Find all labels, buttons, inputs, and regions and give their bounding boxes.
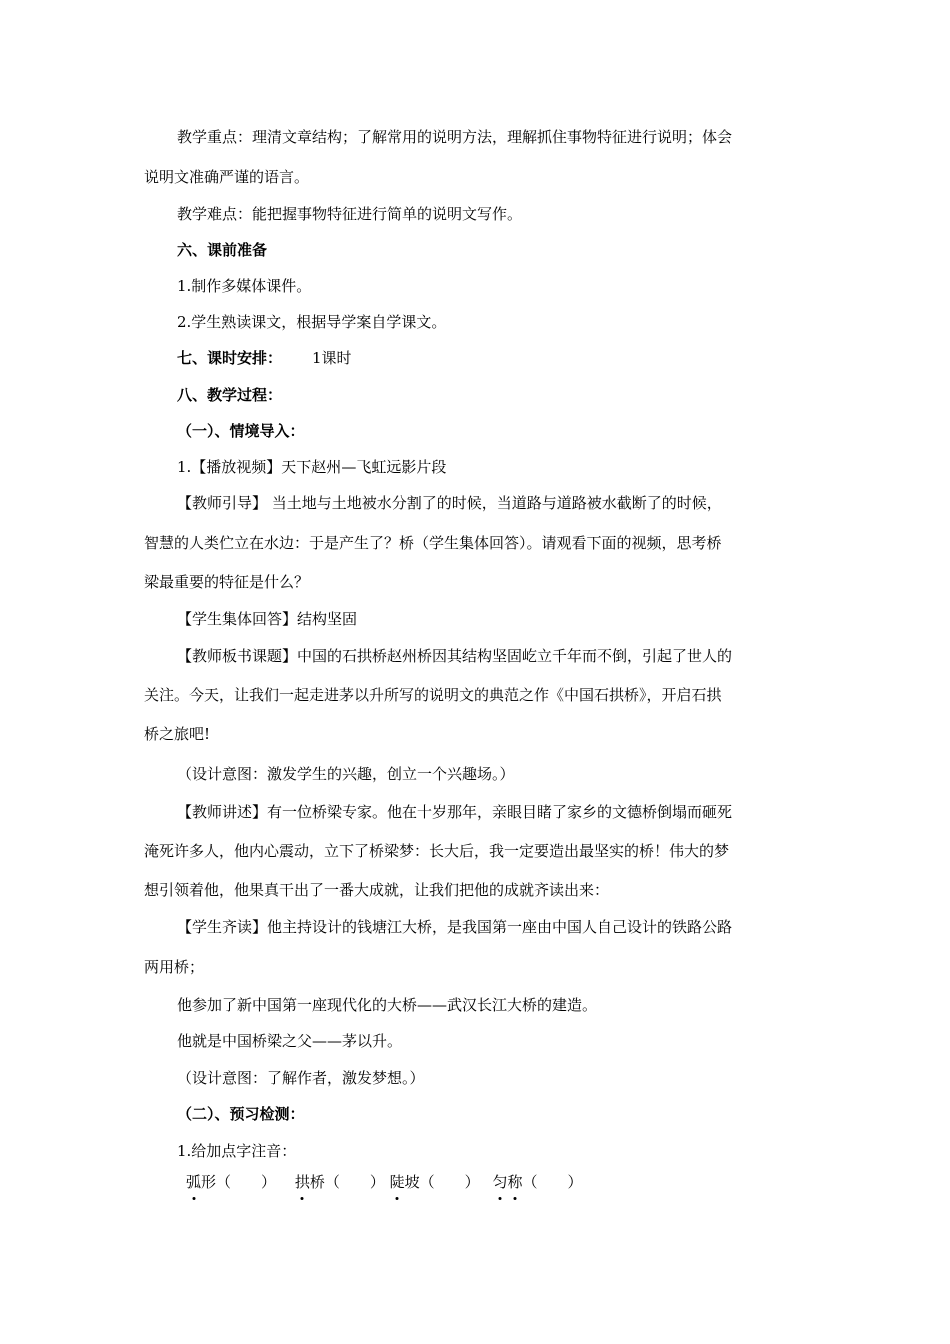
- text-line: 淹死许多人，他内心震动，立下了桥梁梦：长大后，我一定要造出最坚实的桥！伟大的梦: [144, 842, 730, 860]
- exercise-item: [186, 1172, 276, 1192]
- pinyin-exercise: [186, 1172, 582, 1192]
- design-note: （设计意图：激发学生的兴趣，创立一个兴趣场。）: [177, 765, 515, 783]
- text-line: 他参加了新中国第一座现代化的大桥——武汉长江大桥的建造。: [177, 996, 598, 1014]
- exercise-blank: 坡（ ）: [404, 1173, 480, 1191]
- section-heading: 六、课前准备: [177, 241, 268, 259]
- text-line: 他就是中国桥梁之父——茅以升。: [177, 1032, 403, 1050]
- list-item: 1.制作多媒体课件。: [177, 277, 312, 295]
- text-line: 【学生齐读】他主持设计的钱塘江大桥，是我国第一座由中国人自己设计的铁路公路: [177, 918, 733, 936]
- exercise-blank: （ ）: [522, 1173, 583, 1191]
- dotted-char: 拱: [294, 1173, 310, 1191]
- text-line: 教学重点：理清文章结构；了解常用的说明方法，理解抓住事物特征进行说明；体会: [177, 128, 733, 146]
- design-note: （设计意图：了解作者，激发梦想。）: [177, 1069, 425, 1087]
- subsection-heading: （一）、情境导入：: [177, 422, 305, 440]
- text-line: 【教师讲述】有一位桥梁专家。他在十岁那年，亲眼目睹了家乡的文德桥倒塌而砸死: [177, 803, 733, 821]
- dotted-char: 弧: [186, 1173, 202, 1191]
- text-line: 关注。今天，让我们一起走进茅以升所写的说明文的典范之作《中国石拱桥》，开启石拱: [144, 686, 722, 704]
- text-line: 【教师引导】 当土地与土地被水分割了的时候，当道路与道路被水截断了的时候，: [177, 494, 722, 512]
- text-line: 教学难点：能把握事物特征进行简单的说明文写作。: [177, 205, 523, 223]
- text-line: 桥之旅吧!: [144, 725, 211, 743]
- text-line: 梁最重要的特征是什么？: [144, 573, 310, 591]
- text-line: 两用桥；: [144, 958, 205, 976]
- dotted-char: 陡: [389, 1173, 405, 1191]
- section-heading: 七、课时安排：: [177, 349, 283, 367]
- list-item: 2.学生熟读课文，根据导学案自学课文。: [177, 313, 447, 331]
- list-item: 1.【播放视频】天下赵州—飞虹远影片段: [177, 458, 447, 476]
- text-line: 说明文准确严谨的语言。: [144, 168, 310, 186]
- text-line: 智慧的人类伫立在水边：于是产生了？桥（学生集体回答）。请观看下面的视频，思考桥: [144, 534, 722, 552]
- exercise-blank: 桥（ ）: [309, 1173, 385, 1191]
- exercise-item: [390, 1172, 480, 1192]
- exercise-blank: 形（ ）: [201, 1173, 277, 1191]
- exercise-item: [295, 1172, 385, 1192]
- list-item: 1.给加点字注音：: [177, 1142, 297, 1160]
- text-line: 想引领着他，他果真干出了一番大成就，让我们把他的成就齐读出来：: [144, 881, 610, 899]
- exercise-item: [492, 1172, 582, 1192]
- dotted-char: 称: [507, 1173, 523, 1191]
- dotted-char: 匀: [492, 1173, 508, 1191]
- lesson-hours: 1课时: [312, 349, 352, 367]
- subsection-heading: （二）、预习检测：: [177, 1105, 305, 1123]
- section-heading: 八、教学过程：: [177, 386, 283, 404]
- text-line: 【教师板书课题】中国的石拱桥赵州桥因其结构坚固屹立千年而不倒，引起了世人的: [177, 647, 733, 665]
- text-line: 【学生集体回答】结构坚固: [177, 610, 358, 628]
